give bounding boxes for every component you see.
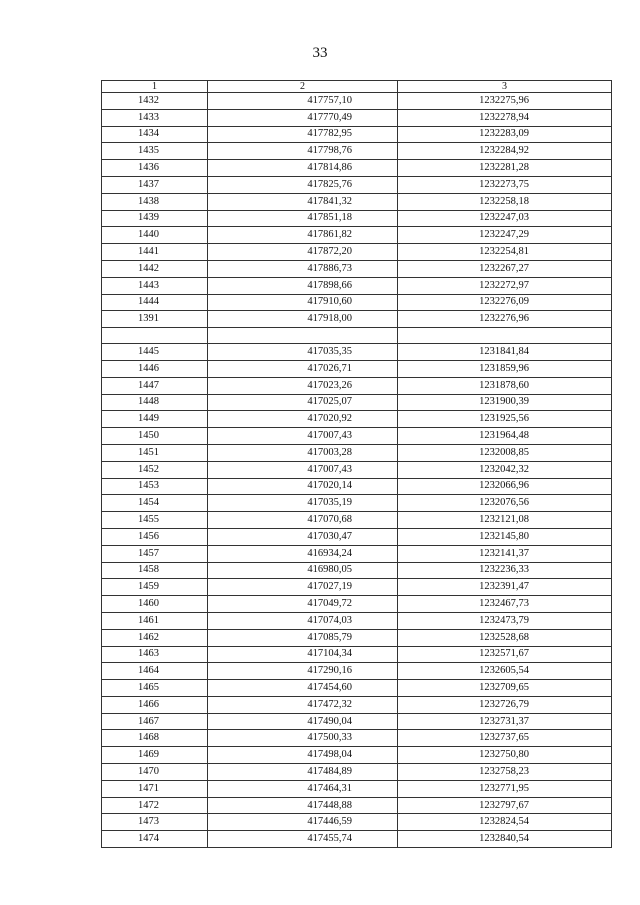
page-number: 33 [312, 45, 328, 61]
y-coordinate-cell: 1232528,68 [398, 629, 612, 646]
table-row [102, 109, 612, 126]
y-coordinate-cell: 1232771,95 [398, 780, 612, 797]
point-number-cell: 1433 [102, 109, 208, 126]
x-coordinate-cell: 417074,03 [208, 612, 398, 629]
y-coordinate-cell: 1232275,96 [398, 93, 612, 110]
point-number-cell: 1447 [102, 377, 208, 394]
y-coordinate-cell: 1231878,60 [398, 377, 612, 394]
y-coordinate-cell: 1231859,96 [398, 360, 612, 377]
y-coordinate-cell: 1232824,54 [398, 814, 612, 831]
point-number-cell: 1472 [102, 797, 208, 814]
x-coordinate-cell: 417500,33 [208, 730, 398, 747]
empty-cell [208, 328, 398, 344]
x-coordinate-cell: 417918,00 [208, 311, 398, 328]
point-number-cell: 1452 [102, 461, 208, 478]
table-row [102, 478, 612, 495]
x-coordinate-cell: 417070,68 [208, 512, 398, 529]
table-row [102, 629, 612, 646]
y-coordinate-cell: 1231925,56 [398, 411, 612, 428]
y-coordinate-cell: 1232258,18 [398, 193, 612, 210]
x-coordinate-cell: 417290,16 [208, 663, 398, 680]
table-row [102, 93, 612, 110]
table-row [102, 579, 612, 596]
y-coordinate-cell: 1232066,96 [398, 478, 612, 495]
empty-cell [398, 328, 612, 344]
x-coordinate-cell: 417464,31 [208, 780, 398, 797]
point-number-cell: 1466 [102, 696, 208, 713]
point-number-cell: 1434 [102, 126, 208, 143]
y-coordinate-cell: 1232267,27 [398, 260, 612, 277]
table-row [102, 260, 612, 277]
table-row [102, 143, 612, 160]
table-row [102, 394, 612, 411]
x-coordinate-cell: 417886,73 [208, 260, 398, 277]
point-number-cell: 1464 [102, 663, 208, 680]
point-number-cell: 1462 [102, 629, 208, 646]
point-number-cell: 1450 [102, 428, 208, 445]
x-coordinate-cell: 417770,49 [208, 109, 398, 126]
y-coordinate-cell: 1232254,81 [398, 244, 612, 261]
x-coordinate-cell: 417104,34 [208, 646, 398, 663]
x-coordinate-cell: 417020,92 [208, 411, 398, 428]
x-coordinate-cell: 417472,32 [208, 696, 398, 713]
table-row [102, 360, 612, 377]
y-coordinate-cell: 1232247,03 [398, 210, 612, 227]
table-row [102, 461, 612, 478]
column-header-2: 2 [208, 81, 398, 93]
x-coordinate-cell: 417841,32 [208, 193, 398, 210]
x-coordinate-cell: 417825,76 [208, 176, 398, 193]
table-row [102, 344, 612, 361]
point-number-cell: 1473 [102, 814, 208, 831]
x-coordinate-cell: 417490,04 [208, 713, 398, 730]
point-number-cell: 1456 [102, 528, 208, 545]
table-row [102, 126, 612, 143]
point-number-cell: 1438 [102, 193, 208, 210]
x-coordinate-cell: 417454,60 [208, 680, 398, 697]
point-number-cell: 1453 [102, 478, 208, 495]
point-number-cell: 1391 [102, 311, 208, 328]
point-number-cell: 1437 [102, 176, 208, 193]
table-row [102, 193, 612, 210]
y-coordinate-cell: 1231841,84 [398, 344, 612, 361]
x-coordinate-cell: 417798,76 [208, 143, 398, 160]
table-row [102, 663, 612, 680]
y-coordinate-cell: 1232276,96 [398, 311, 612, 328]
table-row [102, 227, 612, 244]
y-coordinate-cell: 1232076,56 [398, 495, 612, 512]
y-coordinate-cell: 1232467,73 [398, 596, 612, 613]
table-row [102, 294, 612, 311]
x-coordinate-cell: 417025,07 [208, 394, 398, 411]
point-number-cell: 1463 [102, 646, 208, 663]
point-number-cell: 1451 [102, 444, 208, 461]
x-coordinate-cell: 417446,59 [208, 814, 398, 831]
y-coordinate-cell: 1232283,09 [398, 126, 612, 143]
point-number-cell: 1454 [102, 495, 208, 512]
table-row [102, 444, 612, 461]
x-coordinate-cell: 417003,28 [208, 444, 398, 461]
x-coordinate-cell: 417851,18 [208, 210, 398, 227]
table-row [102, 747, 612, 764]
point-number-cell: 1449 [102, 411, 208, 428]
x-coordinate-cell: 417026,71 [208, 360, 398, 377]
point-number-cell: 1465 [102, 680, 208, 697]
y-coordinate-cell: 1232247,29 [398, 227, 612, 244]
point-number-cell: 1439 [102, 210, 208, 227]
y-coordinate-cell: 1232797,67 [398, 797, 612, 814]
table-row [102, 244, 612, 261]
point-number-cell: 1461 [102, 612, 208, 629]
y-coordinate-cell: 1232726,79 [398, 696, 612, 713]
blank-separator-row [102, 328, 612, 344]
y-coordinate-cell: 1232236,33 [398, 562, 612, 579]
y-coordinate-cell: 1232737,65 [398, 730, 612, 747]
table-row [102, 764, 612, 781]
table-row [102, 545, 612, 562]
column-header-3: 3 [398, 81, 612, 93]
y-coordinate-cell: 1232750,80 [398, 747, 612, 764]
table-row [102, 528, 612, 545]
table-row [102, 696, 612, 713]
y-coordinate-cell: 1232709,65 [398, 680, 612, 697]
x-coordinate-cell: 417035,19 [208, 495, 398, 512]
x-coordinate-cell: 416934,24 [208, 545, 398, 562]
y-coordinate-cell: 1232731,37 [398, 713, 612, 730]
table-header-row [102, 81, 612, 93]
point-number-cell: 1470 [102, 764, 208, 781]
point-number-cell: 1445 [102, 344, 208, 361]
table-row [102, 646, 612, 663]
point-number-cell: 1448 [102, 394, 208, 411]
coordinates-table [101, 80, 612, 848]
table-row [102, 612, 612, 629]
point-number-cell: 1440 [102, 227, 208, 244]
y-coordinate-cell: 1232284,92 [398, 143, 612, 160]
x-coordinate-cell: 417872,20 [208, 244, 398, 261]
x-coordinate-cell: 417007,43 [208, 461, 398, 478]
table-row [102, 411, 612, 428]
table-row [102, 495, 612, 512]
y-coordinate-cell: 1231964,48 [398, 428, 612, 445]
table-row [102, 311, 612, 328]
y-coordinate-cell: 1232571,67 [398, 646, 612, 663]
y-coordinate-cell: 1232278,94 [398, 109, 612, 126]
point-number-cell: 1467 [102, 713, 208, 730]
x-coordinate-cell: 417007,43 [208, 428, 398, 445]
y-coordinate-cell: 1232840,54 [398, 831, 612, 848]
x-coordinate-cell: 417020,14 [208, 478, 398, 495]
y-coordinate-cell: 1232042,32 [398, 461, 612, 478]
x-coordinate-cell: 417023,26 [208, 377, 398, 394]
table-row [102, 277, 612, 294]
point-number-cell: 1459 [102, 579, 208, 596]
table-row [102, 210, 612, 227]
y-coordinate-cell: 1232758,23 [398, 764, 612, 781]
y-coordinate-cell: 1232281,28 [398, 160, 612, 177]
y-coordinate-cell: 1232008,85 [398, 444, 612, 461]
x-coordinate-cell: 417448,88 [208, 797, 398, 814]
table-row [102, 562, 612, 579]
point-number-cell: 1460 [102, 596, 208, 613]
x-coordinate-cell: 417814,86 [208, 160, 398, 177]
point-number-cell: 1432 [102, 93, 208, 110]
x-coordinate-cell: 417910,60 [208, 294, 398, 311]
y-coordinate-cell: 1232391,47 [398, 579, 612, 596]
column-header-1: 1 [102, 81, 208, 93]
point-number-cell: 1468 [102, 730, 208, 747]
table-row [102, 377, 612, 394]
y-coordinate-cell: 1232605,54 [398, 663, 612, 680]
x-coordinate-cell: 417027,19 [208, 579, 398, 596]
point-number-cell: 1474 [102, 831, 208, 848]
table-row [102, 730, 612, 747]
point-number-cell: 1444 [102, 294, 208, 311]
table-row [102, 176, 612, 193]
table-row [102, 713, 612, 730]
x-coordinate-cell: 417049,72 [208, 596, 398, 613]
x-coordinate-cell: 417484,89 [208, 764, 398, 781]
y-coordinate-cell: 1231900,39 [398, 394, 612, 411]
point-number-cell: 1443 [102, 277, 208, 294]
table-row [102, 160, 612, 177]
y-coordinate-cell: 1232145,80 [398, 528, 612, 545]
table-row [102, 831, 612, 848]
empty-cell [102, 328, 208, 344]
y-coordinate-cell: 1232273,75 [398, 176, 612, 193]
table-row [102, 512, 612, 529]
point-number-cell: 1457 [102, 545, 208, 562]
point-number-cell: 1441 [102, 244, 208, 261]
x-coordinate-cell: 417085,79 [208, 629, 398, 646]
y-coordinate-cell: 1232276,09 [398, 294, 612, 311]
point-number-cell: 1446 [102, 360, 208, 377]
x-coordinate-cell: 417030,47 [208, 528, 398, 545]
table-row [102, 596, 612, 613]
table-row [102, 680, 612, 697]
y-coordinate-cell: 1232141,37 [398, 545, 612, 562]
x-coordinate-cell: 417498,04 [208, 747, 398, 764]
coordinates-table-body [102, 81, 612, 848]
x-coordinate-cell: 417455,74 [208, 831, 398, 848]
x-coordinate-cell: 417898,66 [208, 277, 398, 294]
x-coordinate-cell: 416980,05 [208, 562, 398, 579]
point-number-cell: 1471 [102, 780, 208, 797]
point-number-cell: 1442 [102, 260, 208, 277]
y-coordinate-cell: 1232473,79 [398, 612, 612, 629]
y-coordinate-cell: 1232121,08 [398, 512, 612, 529]
y-coordinate-cell: 1232272,97 [398, 277, 612, 294]
x-coordinate-cell: 417782,95 [208, 126, 398, 143]
table-row [102, 428, 612, 445]
point-number-cell: 1455 [102, 512, 208, 529]
table-row [102, 780, 612, 797]
table-row [102, 814, 612, 831]
point-number-cell: 1436 [102, 160, 208, 177]
point-number-cell: 1435 [102, 143, 208, 160]
x-coordinate-cell: 417861,82 [208, 227, 398, 244]
point-number-cell: 1458 [102, 562, 208, 579]
x-coordinate-cell: 417035,35 [208, 344, 398, 361]
point-number-cell: 1469 [102, 747, 208, 764]
x-coordinate-cell: 417757,10 [208, 93, 398, 110]
table-row [102, 797, 612, 814]
